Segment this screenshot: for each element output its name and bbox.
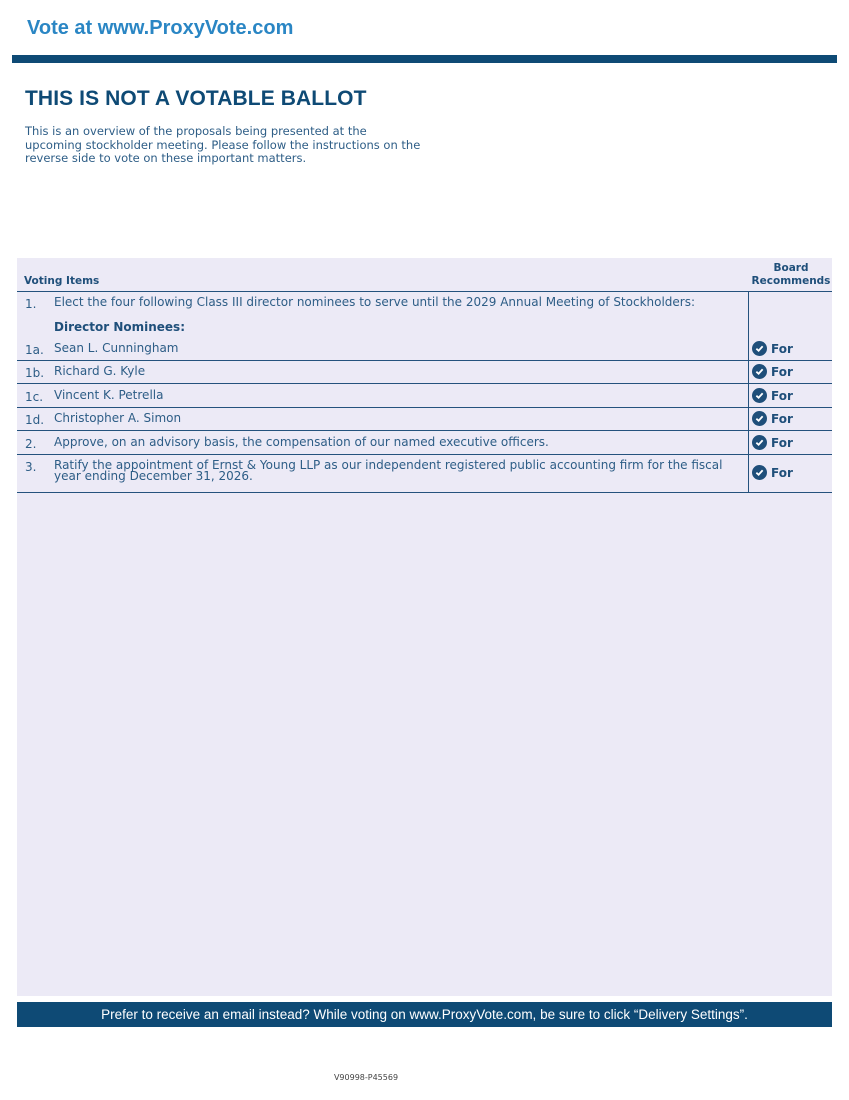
check-circle-icon	[752, 465, 767, 480]
page-title: THIS IS NOT A VOTABLE BALLOT	[25, 87, 367, 110]
recommendation-label: For	[771, 341, 793, 356]
recommendation-label: For	[771, 388, 793, 403]
header-divider	[17, 291, 832, 292]
row-divider	[17, 430, 832, 431]
recommend-column-divider	[748, 291, 749, 493]
row-divider	[17, 360, 832, 361]
recommendation	[752, 341, 793, 356]
item-number: 2.	[25, 437, 37, 451]
check-circle-icon	[752, 435, 767, 450]
recommendation	[752, 364, 793, 379]
director-nominees-subhead: Director Nominees:	[54, 320, 185, 334]
row-divider	[17, 454, 832, 455]
item-text: Richard G. Kyle	[54, 364, 146, 378]
check-circle-icon	[752, 411, 767, 426]
recommendation-label: For	[771, 411, 793, 426]
row-divider	[17, 492, 832, 493]
proxyvote-header: Vote at www.ProxyVote.com	[27, 17, 294, 39]
row-divider	[17, 383, 832, 384]
delivery-settings-banner	[17, 1002, 832, 1027]
item-number: 1b.	[25, 366, 45, 380]
item-number: 3.	[25, 460, 37, 474]
item-text: Ratify the appointment of Ernst & Young LLP as our independent registered public accounting firm for the fiscal year ending December 31, 2026.	[54, 458, 723, 483]
row-divider	[17, 407, 832, 408]
recommendation-label: For	[771, 435, 793, 450]
recommendation	[752, 435, 793, 450]
check-circle-icon	[752, 388, 767, 403]
header-rule	[12, 55, 837, 63]
board-recommends-header: Board Recommends	[751, 262, 831, 287]
check-circle-icon	[752, 341, 767, 356]
recommendation	[752, 388, 793, 403]
item-number: 1d.	[25, 413, 45, 427]
item-text: Elect the four following Class III director nominees to serve until the 2029 Annual Meeting of Stockholders:	[54, 295, 696, 309]
voting-items-header: Voting Items	[24, 275, 100, 287]
item-number: 1a.	[25, 343, 44, 357]
recommendation	[752, 465, 793, 480]
recommendation-label: For	[771, 364, 793, 379]
banner-text: Prefer to receive an email instead? While voting on www.ProxyVote.com, be sure to click “Delivery Settings”.	[101, 1007, 748, 1022]
item-number: 1.	[25, 297, 37, 311]
recommendation	[752, 411, 793, 426]
intro-text: This is an overview of the proposals being presented at the upcoming stockholder meeting. Please follow the instructions on the reverse side to vote on these important matters.	[25, 124, 421, 165]
item-number: 1c.	[25, 390, 44, 404]
document-code: V90998-P45569	[333, 1073, 399, 1082]
voting-items-table	[17, 258, 832, 996]
item-text: Approve, on an advisory basis, the compensation of our named executive officers.	[54, 435, 549, 449]
recommendation-label: For	[771, 465, 793, 480]
check-circle-icon	[752, 364, 767, 379]
item-text: Vincent K. Petrella	[54, 388, 164, 402]
item-text: Sean L. Cunningham	[54, 341, 179, 355]
item-text: Christopher A. Simon	[54, 411, 182, 425]
